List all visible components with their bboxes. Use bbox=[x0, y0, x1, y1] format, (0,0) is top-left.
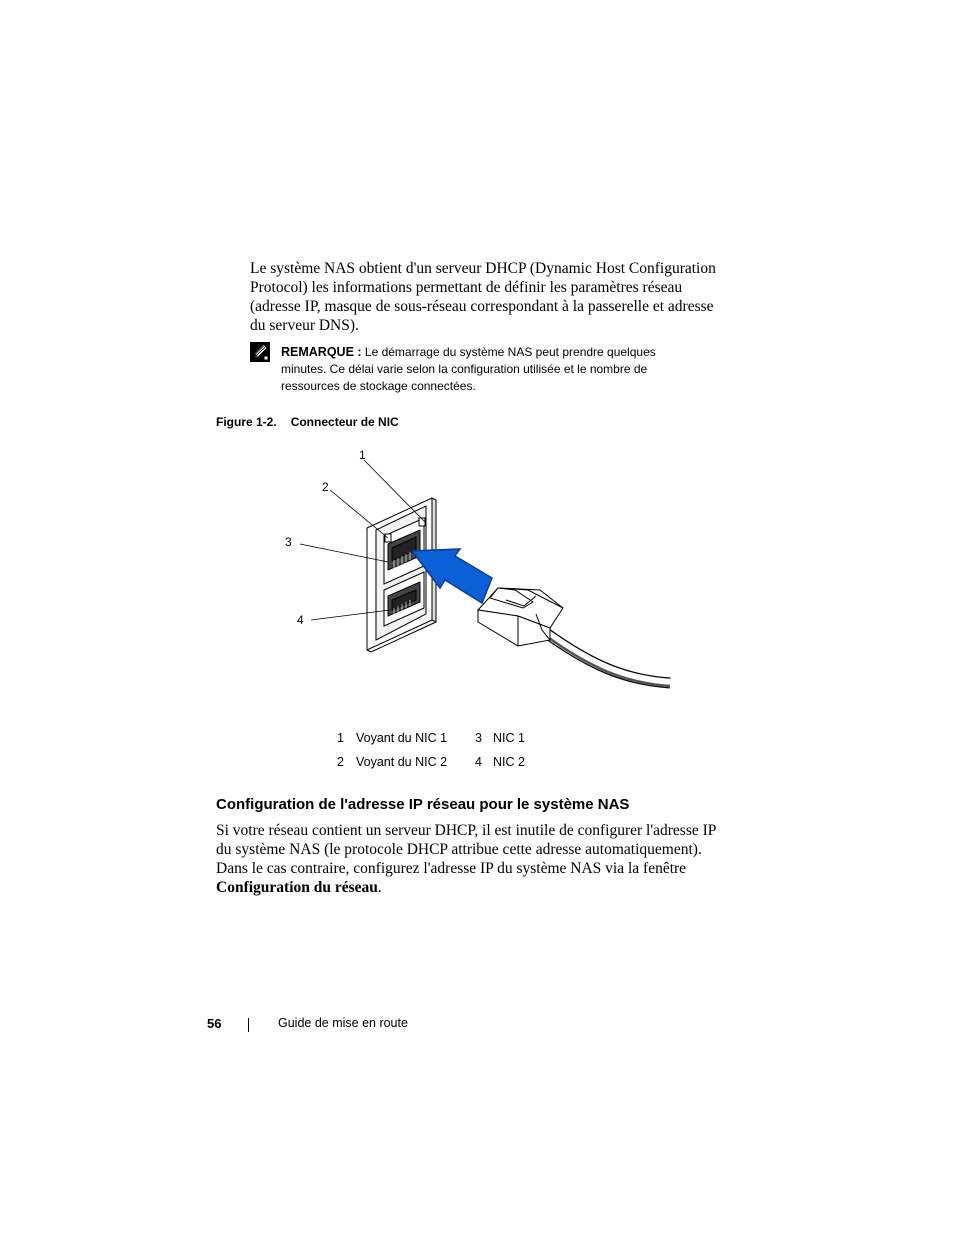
note-line bbox=[281, 344, 701, 361]
legend-number: 3 bbox=[475, 731, 482, 745]
section-line: Si votre réseau contient un serveur DHCP, il est inutile de configurer l'adresse IP bbox=[216, 822, 717, 839]
note-block bbox=[281, 344, 701, 395]
intro-line: du serveur DNS). bbox=[250, 317, 359, 334]
section-line: Dans le cas contraire, configurez l'adresse IP du système NAS via la fenêtre bbox=[216, 860, 687, 877]
callout-4: 4 bbox=[297, 613, 304, 627]
section-line-end: . bbox=[377, 879, 382, 896]
window-name: Configuration du réseau bbox=[216, 879, 378, 896]
legend-number: 1 bbox=[337, 731, 344, 745]
nic-connector-figure bbox=[280, 440, 680, 715]
note-line: minutes. Ce délai varie selon la configuration utilisée et le nombre de bbox=[281, 362, 648, 376]
network-cable bbox=[542, 630, 670, 686]
figure-title: Connecteur de NIC bbox=[290, 415, 399, 429]
page-number: 56 bbox=[207, 1016, 222, 1031]
intro-line: Protocol) les informations permettant de définir les paramètres réseau bbox=[250, 279, 683, 296]
section-line: du système NAS (le protocole DHCP attribue cette adresse automatiquement). bbox=[216, 841, 702, 858]
footer-title: Guide de mise en route bbox=[278, 1016, 408, 1030]
figure-caption bbox=[216, 415, 399, 429]
callout-3: 3 bbox=[285, 535, 292, 549]
legend-number: 4 bbox=[475, 755, 482, 769]
rj45-plug bbox=[478, 588, 563, 646]
legend-text: NIC 1 bbox=[493, 731, 525, 745]
nic-connector-illustration bbox=[280, 440, 680, 715]
legend-text: Voyant du NIC 2 bbox=[356, 755, 448, 769]
intro-paragraph bbox=[250, 259, 730, 335]
figure-number: Figure 1-2. bbox=[216, 415, 277, 429]
section-paragraph bbox=[216, 821, 726, 897]
section-heading: Configuration de l'adresse IP réseau pour le système NAS bbox=[216, 796, 630, 813]
note-text: Le démarrage du système NAS peut prendre quelques bbox=[364, 345, 656, 359]
callout-1: 1 bbox=[359, 448, 366, 462]
legend-text: Voyant du NIC 1 bbox=[356, 731, 448, 745]
intro-line: Le système NAS obtient d'un serveur DHCP (Dynamic Host Configuration bbox=[250, 260, 716, 277]
legend-number: 2 bbox=[337, 755, 344, 769]
callout-2: 2 bbox=[322, 480, 329, 494]
legend-text: NIC 2 bbox=[493, 755, 525, 769]
note-line: ressources de stockage connectées. bbox=[281, 379, 476, 393]
section-line bbox=[216, 878, 726, 897]
pencil-note-icon bbox=[250, 342, 270, 362]
note-label: REMARQUE : bbox=[281, 345, 362, 359]
intro-line: (adresse IP, masque de sous-réseau correspondant à la passerelle et adresse bbox=[250, 298, 714, 315]
footer-divider bbox=[248, 1018, 249, 1032]
